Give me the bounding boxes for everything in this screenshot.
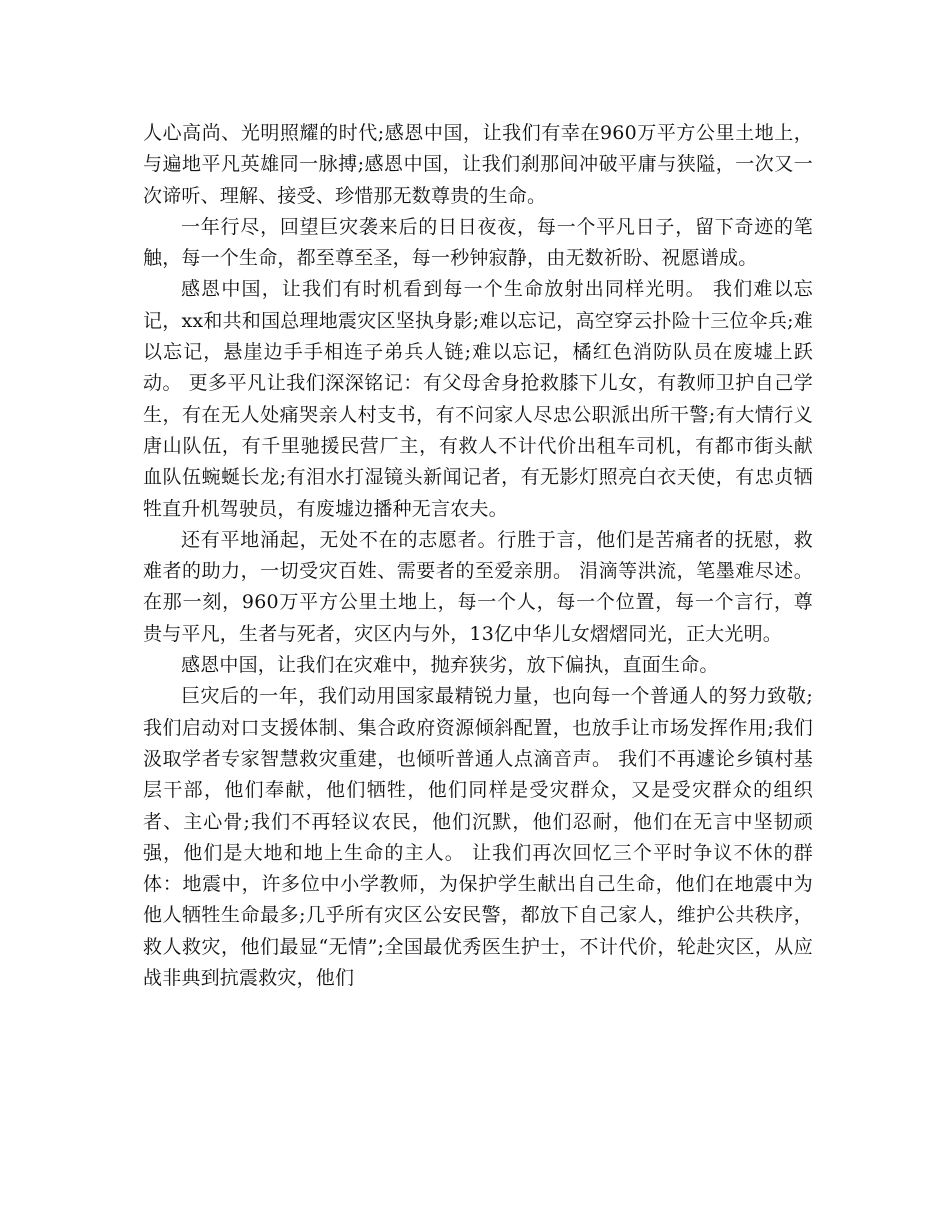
paragraph-5: 感恩中国，让我们在灾难中，抛弃狭劣，放下偏执，直面生命。 <box>181 654 719 677</box>
paragraph-1: 人心高尚、光明照耀的时代;感恩中国，让我们有幸在960万平方公里土地上，与遍地平凡英雄同一脉搏;感恩中国，让我们刹那间冲破平庸与狭隘，一次又一次谛听、理解、接受、珍惜那无数尊贵的生命。 <box>143 122 813 207</box>
paragraph-2: 一年行尽，回望巨灾袭来后的日日夜夜，每一个平凡日子，留下奇迹的笔触，每一个生命，都至尊至圣，每一秒钟寂静，由无数祈盼、祝愿谱成。 <box>143 215 813 270</box>
paragraph-3: 感恩中国，让我们有时机看到每一个生命放射出同样光明。 我们难以忘记，xx和共和国总理地震灾区坚执身影;难以忘记，高空穿云扑险十三位伞兵;难以忘记，悬崖边手手相连子弟兵人链;难以忘记，橘红色消防队员在废墟上跃动。 更多平凡让我们深深铭记：有父母舍身抢救膝下儿女，有教师卫护自己学生，有在无人处痛哭亲人村支书，有不问家人尽忠公职派出所干警;有大情行义唐山队伍，有千里驰援民营厂主，有救人不计代价出租车司机，有都市街头献血队伍蜿蜒长龙;有泪水打湿镜头新闻记者，有无影灯照亮白衣天使，有忠贞牺牲直升机驾驶员，有废墟边播种无言农夫。 <box>143 278 813 520</box>
paragraph-6: 巨灾后的一年，我们动用国家最精锐力量，也向每一个普通人的努力致敬;我们启动对口支援体制、集合政府资源倾斜配置，也放手让市场发挥作用;我们汲取学者专家智慧救灾重建，也倾听普通人点滴音声。 我们不再遽论乡镇村基层干部，他们奉献，他们牺牲，他们同样是受灾群众，又是受灾群众的组织者、主心骨;我们不再轻议农民，他们沉默，他们忍耐，他们在无言中坚韧顽强，他们是大地和地上生命的主人。 让我们再次回忆三个平时争议不休的群体：地震中，许多位中小学教师，为保护学生献出自己生命，他们在地震中为他人牺牲生命最多;几乎所有灾区公安民警，都放下自己家人，维护公共秩序，救人救灾，他们最显“无情”;全国最优秀医生护士，不计代价，轮赴灾区，从应战非典到抗震救灾，他们 <box>143 685 813 990</box>
document-body <box>143 118 813 994</box>
paragraph-4: 还有平地涌起，无处不在的志愿者。行胜于言，他们是苦痛者的抚慰，救难者的助力，一切受灾百姓、需要者的至爱亲朋。 涓滴等洪流，笔墨难尽述。在那一刻，960万平方公里土地上，每一个人，每一个位置，每一个言行，尊贵与平凡，生者与死者，灾区内与外，13亿中华儿女熠熠同光，正大光明。 <box>143 528 813 645</box>
